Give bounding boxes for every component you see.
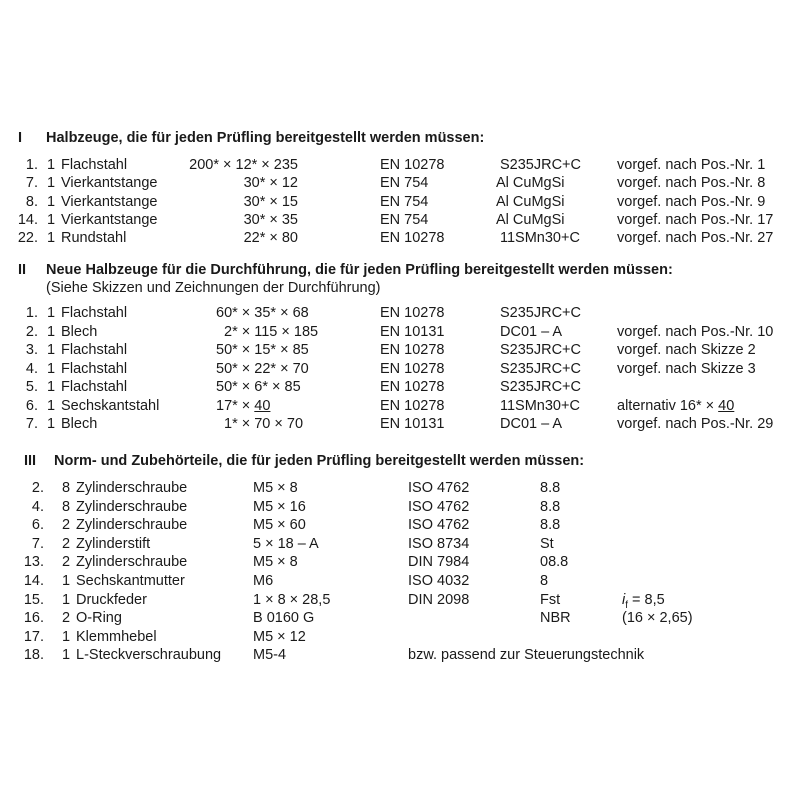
position-number: 14. [17, 211, 38, 228]
section-3-title: Norm- und Zubehörteile, die für jeden Prüfling bereitgestellt werden müssen: [54, 453, 585, 469]
note: vorgef. nach Pos.-Nr. 10 [617, 323, 774, 340]
dimensions: 50* × 22* × 70 [216, 360, 309, 377]
part-name: Zylinderschraube [76, 480, 188, 496]
dimensions: M5-4 [253, 647, 287, 664]
part-name: Blech [61, 416, 98, 432]
dimensions: 22* × 80 [243, 230, 298, 247]
quantity: 1 [62, 647, 71, 664]
part-name: Zylinderschraube [76, 517, 188, 534]
norm: DIN 7984 [408, 554, 470, 571]
table-row [0, 628, 800, 646]
table-row [0, 591, 800, 609]
part-name: Vierkantstange [61, 193, 158, 210]
note-symbol: i [622, 591, 626, 608]
part-name: Flachstahl [61, 360, 128, 377]
note: vorgef. nach Pos.-Nr. 1 [617, 157, 766, 173]
part-name: Zylinderschraube [76, 554, 188, 571]
table-row [0, 535, 800, 553]
table-row [0, 341, 800, 359]
table-row [0, 323, 800, 341]
quantity: 1 [47, 323, 56, 340]
position-number: 8. [25, 193, 38, 210]
position-number: 4. [25, 360, 38, 377]
dimensions: M5 × 60 [253, 517, 306, 534]
dimensions: M5 × 12 [253, 628, 306, 645]
part-name: Zylinderstift [76, 535, 151, 552]
note-underlined: 40 [718, 397, 735, 414]
material: 8.8 [540, 498, 561, 515]
quantity: 1 [47, 157, 56, 173]
section-2-subtitle: (Siehe Skizzen und Zeichnungen der Durchführung) [46, 280, 381, 296]
quantity: 1 [47, 397, 56, 414]
quantity: 1 [47, 342, 56, 358]
note: vorgef. nach Skizze 2 [617, 342, 756, 358]
quantity: 1 [62, 573, 71, 589]
table-row [0, 646, 800, 664]
norm: ISO 4032 [408, 573, 470, 589]
material: S235JRC+C [500, 342, 581, 358]
section-1-roman: I [18, 130, 23, 146]
norm: EN 10278 [380, 305, 445, 321]
table-row [0, 516, 800, 534]
dimensions: M5 × 8 [253, 554, 298, 571]
position-number: 6. [25, 397, 38, 414]
part-name: Zylinderschraube [76, 498, 188, 515]
position-number: 15. [23, 591, 44, 608]
material: S235JRC+C [500, 379, 581, 395]
material: Al CuMgSi [496, 211, 565, 228]
quantity: 1 [47, 305, 56, 321]
section-2-roman: II [18, 262, 27, 278]
norm: EN 10278 [380, 342, 445, 358]
norm: DIN 2098 [408, 591, 470, 608]
table-row [0, 229, 800, 247]
quantity: 2 [62, 554, 71, 571]
quantity: 2 [62, 535, 71, 552]
note: bzw. passend zur Steuerungstechnik [408, 647, 645, 664]
quantity: 1 [47, 175, 56, 192]
dimensions: 30* × 35 [243, 211, 298, 228]
material: S235JRC+C [500, 305, 581, 321]
quantity: 8 [62, 480, 71, 496]
quantity: 1 [47, 379, 56, 395]
material: 11SMn30+C [500, 397, 580, 414]
norm: EN 10278 [380, 360, 445, 377]
dimensions: 2* × 115 × 185 [224, 323, 319, 340]
norm: EN 754 [380, 175, 429, 192]
norm: ISO 4762 [408, 498, 470, 515]
dimensions: 5 × 18 – A [253, 535, 319, 552]
material: DC01 – A [500, 416, 563, 432]
material: 11SMn30+C [500, 230, 580, 247]
table-row [0, 609, 800, 627]
section-3-roman: III [24, 453, 37, 469]
note [617, 397, 734, 415]
position-number: 5. [25, 379, 38, 395]
table-row [0, 193, 800, 211]
quantity: 1 [47, 193, 56, 210]
material: DC01 – A [500, 323, 563, 340]
norm: ISO 8734 [408, 535, 470, 552]
table-row [0, 211, 800, 229]
dimensions: 50* × 6* × 85 [216, 379, 301, 395]
dimensions [216, 397, 270, 415]
dimensions: 200* × 12* × 235 [189, 157, 298, 173]
material: NBR [540, 610, 571, 627]
norm: EN 10131 [380, 323, 445, 340]
note: vorgef. nach Pos.-Nr. 29 [617, 416, 774, 432]
quantity: 2 [62, 517, 71, 534]
material: 08.8 [540, 554, 569, 571]
note: vorgef. nach Skizze 3 [617, 360, 756, 377]
note: vorgef. nach Pos.-Nr. 8 [617, 175, 766, 192]
position-number: 7. [25, 416, 38, 432]
note-prefix: alternativ 16* × [617, 397, 719, 414]
material: Al CuMgSi [496, 175, 565, 192]
material: Al CuMgSi [496, 193, 565, 210]
dimensions: 1 × 8 × 28,5 [253, 591, 331, 608]
dimensions: 1* × 70 × 70 [224, 416, 304, 432]
position-number: 14. [23, 573, 44, 589]
position-number: 3. [25, 342, 38, 358]
position-number: 1. [25, 305, 38, 321]
quantity: 1 [47, 211, 56, 228]
position-number: 7. [25, 175, 38, 192]
table-row [0, 360, 800, 378]
table-row [0, 415, 800, 433]
part-name: Klemmhebel [76, 628, 157, 645]
norm: EN 754 [380, 211, 429, 228]
part-name: Sechskantstahl [61, 397, 160, 414]
position-number: 16. [23, 610, 44, 627]
norm: EN 10278 [380, 379, 445, 395]
dimensions-prefix: 17* × [216, 397, 255, 414]
dimensions: B 0160 G [253, 610, 315, 627]
part-name: Blech [61, 323, 98, 340]
table-row [0, 174, 800, 192]
dimensions: 60* × 35* × 68 [216, 305, 309, 321]
material: 8.8 [540, 517, 561, 534]
norm: EN 10278 [380, 230, 445, 247]
table-row [0, 397, 800, 415]
dimensions: 50* × 15* × 85 [216, 342, 309, 358]
table-row [0, 479, 800, 497]
norm: EN 10131 [380, 416, 445, 432]
material: 8.8 [540, 480, 561, 496]
quantity: 1 [47, 416, 56, 432]
table-row [0, 553, 800, 571]
dimensions: M5 × 16 [253, 498, 306, 515]
note-value: = 8,5 [628, 591, 665, 608]
quantity: 8 [62, 498, 71, 515]
position-number: 18. [23, 647, 44, 664]
section-1-title: Halbzeuge, die für jeden Prüfling bereitgestellt werden müssen: [46, 130, 485, 146]
position-number: 22. [17, 230, 38, 247]
position-number: 1. [25, 157, 38, 173]
position-number: 4. [31, 498, 44, 515]
quantity: 1 [47, 360, 56, 377]
material: Fst [540, 591, 561, 608]
position-number: 6. [31, 517, 44, 534]
part-name: L-Steckverschraubung [76, 647, 222, 664]
position-number: 13. [23, 554, 44, 571]
note: vorgef. nach Pos.-Nr. 9 [617, 193, 766, 210]
quantity: 1 [47, 230, 56, 247]
part-name: Sechskantmutter [76, 573, 185, 589]
table-row [0, 498, 800, 516]
part-name: Flachstahl [61, 305, 128, 321]
note: vorgef. nach Pos.-Nr. 27 [617, 230, 774, 247]
material: S235JRC+C [500, 360, 581, 377]
norm: EN 10278 [380, 157, 445, 173]
norm: EN 10278 [380, 397, 445, 414]
table-row [0, 304, 800, 322]
note-subscript: f [625, 599, 629, 611]
dimensions: M6 [253, 573, 274, 589]
position-number: 7. [31, 535, 44, 552]
part-name: Flachstahl [61, 379, 128, 395]
material: S235JRC+C [500, 157, 581, 173]
dimensions: M5 × 8 [253, 480, 298, 496]
position-number: 17. [23, 628, 44, 645]
part-name: Flachstahl [61, 157, 128, 173]
quantity: 2 [62, 610, 71, 627]
note: (16 × 2,65) [622, 610, 693, 627]
dimensions-underlined: 40 [254, 397, 271, 414]
dimensions: 30* × 12 [243, 175, 298, 192]
quantity: 1 [62, 628, 71, 645]
table-row [0, 378, 800, 396]
part-name: Vierkantstange [61, 211, 158, 228]
material: 8 [540, 573, 549, 589]
part-name: Rundstahl [61, 230, 127, 247]
norm: EN 754 [380, 193, 429, 210]
quantity: 1 [62, 591, 71, 608]
norm: ISO 4762 [408, 517, 470, 534]
part-name: Vierkantstange [61, 175, 158, 192]
norm: ISO 4762 [408, 480, 470, 496]
dimensions: 30* × 15 [243, 193, 298, 210]
section-2-title: Neue Halbzeuge für die Durchführung, die für jeden Prüfling bereitgestellt werden müssen: [46, 262, 673, 278]
table-row [0, 572, 800, 590]
position-number: 2. [31, 480, 44, 496]
note: vorgef. nach Pos.-Nr. 17 [617, 211, 774, 228]
table-row [0, 156, 800, 174]
part-name: Druckfeder [76, 591, 147, 608]
position-number: 2. [25, 323, 38, 340]
part-name: Flachstahl [61, 342, 128, 358]
material: St [540, 535, 554, 552]
part-name: O-Ring [76, 610, 122, 627]
